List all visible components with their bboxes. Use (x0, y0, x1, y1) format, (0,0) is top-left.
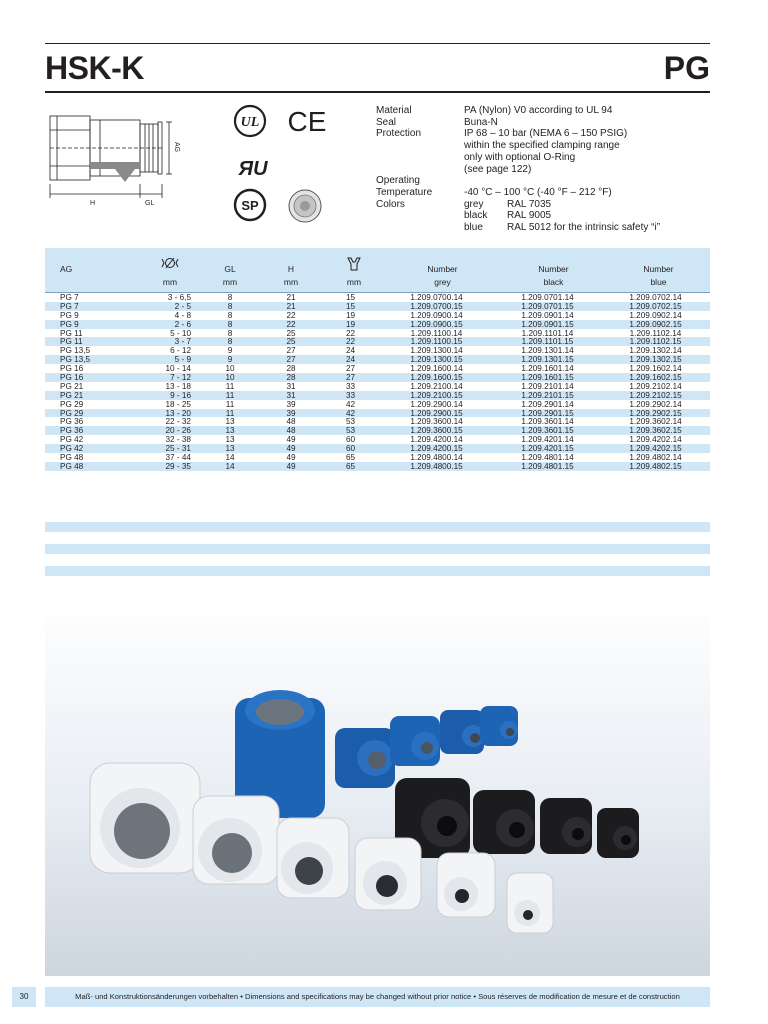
table-cell: 1.209.1102.15 (629, 337, 682, 347)
table-cell: 3 - 6,5 (167, 293, 191, 302)
table-cell: PG 29 (60, 408, 84, 418)
clamping-range-icon (155, 256, 185, 273)
table-row (45, 311, 710, 320)
table-cell: 13 (225, 417, 235, 427)
col-gl-header: GL (224, 264, 236, 274)
table-cell: 13 (225, 444, 235, 454)
table-cell: PG 11 (60, 337, 83, 347)
table-cell: 22 (345, 328, 356, 338)
table-row (45, 302, 710, 311)
table-cell: 15 (345, 293, 356, 302)
table-cell: 1.209.2102.14 (629, 381, 682, 391)
table-cell: 1.209.0900.14 (410, 310, 463, 320)
table-row (45, 337, 710, 346)
col-black-sub: black (543, 277, 564, 287)
table-row (45, 409, 710, 418)
table-row (45, 400, 710, 409)
table-cell: 1.209.3601.15 (521, 426, 574, 436)
spec-operating: Operating (376, 175, 420, 187)
table-cell: 22 - 32 (165, 417, 191, 427)
table-cell: 1.209.2102.15 (629, 390, 682, 400)
table-row (45, 391, 710, 400)
table-cell: PG 29 (60, 399, 84, 409)
spec-temperature: Temperature -40 °C – 100 °C (-40 °F – 212 °F) (376, 186, 612, 198)
table-cell: PG 11 (60, 328, 83, 338)
table-cell: 1.209.4201.15 (521, 444, 574, 454)
table-cell: 1.209.1602.15 (629, 373, 682, 383)
table-cell: 49 (286, 435, 296, 445)
table-cell: 1.209.1301.15 (521, 355, 574, 365)
table-row (45, 426, 710, 435)
table-cell: 49 (286, 461, 296, 471)
table-cell: 1.209.0902.15 (629, 319, 682, 329)
drawing-label-ag: AG (173, 142, 180, 153)
top-rule (45, 43, 710, 44)
table-cell: PG 9 (60, 310, 79, 320)
table-cell: 8 (227, 310, 233, 320)
table-cell: 3 - 7 (174, 337, 191, 347)
table-cell: 1.209.2101.15 (521, 390, 574, 400)
table-cell: 1.209.3600.15 (410, 426, 463, 436)
product-title: HSK-K (45, 50, 144, 86)
table-cell: 13 (225, 426, 235, 436)
certification-marks (225, 100, 335, 230)
table-cell: 1.209.2901.14 (521, 399, 574, 409)
table-cell: 1.209.1300.14 (410, 346, 463, 356)
table-cell: 19 (345, 319, 356, 329)
table-cell: 9 (227, 346, 233, 356)
table-cell: 11 (225, 399, 235, 409)
table-cell: PG 13,5 (60, 346, 91, 356)
table-cell: PG 7 (60, 293, 79, 302)
table-cell: 1.209.1601.15 (521, 373, 574, 383)
table-header (45, 248, 710, 292)
table-row (45, 453, 710, 462)
table-cell: 48 (286, 417, 296, 427)
table-cell: 1.209.1600.15 (410, 373, 463, 383)
table-cell: 10 (225, 373, 235, 383)
svg-text:UL: UL (240, 115, 260, 130)
table-cell: 21 (286, 301, 296, 311)
table-cell: 8 (227, 293, 233, 302)
table-row (45, 293, 710, 302)
table-cell: 2 - 5 (174, 301, 191, 311)
col-ag-header: AG (60, 264, 73, 274)
table-cell: 1.209.0700.14 (410, 293, 463, 302)
table-cell: 22 (286, 310, 296, 320)
table-cell: 8 (227, 319, 233, 329)
table-cell: 1.209.4201.14 (521, 435, 574, 445)
csa-mark-icon (233, 188, 267, 222)
table-cell: 65 (345, 461, 356, 471)
table-cell: PG 48 (60, 461, 84, 471)
table-cell: 27 (286, 346, 296, 356)
table-row (45, 417, 710, 426)
specifications (376, 105, 660, 234)
table-cell: 5 - 10 (170, 328, 191, 338)
table-cell: 1.209.1602.14 (629, 364, 682, 374)
spec-protection-cont: within the specified clamping range (464, 140, 620, 152)
footer-notice: Maß- und Konstruktionsänderungen vorbehalten • Dimensions and specifications may be changed without prior notice • Sous réserves de modification de mesure et de construction (45, 987, 710, 1007)
col-wrench-unit: mm (346, 277, 362, 287)
table-cell: 5 - 9 (174, 355, 191, 365)
table-cell: 6 - 12 (170, 346, 191, 356)
table-cell: 1.209.2900.15 (410, 408, 463, 418)
table-cell: 8 (227, 301, 233, 311)
table-cell: 42 (345, 399, 356, 409)
table-cell: 20 - 26 (165, 426, 191, 436)
table-cell: PG 36 (60, 426, 84, 436)
table-cell: PG 21 (60, 390, 84, 400)
table-cell: 22 (345, 337, 356, 347)
table-cell: 11 (225, 390, 235, 400)
ul-listed-icon (233, 104, 267, 138)
table-cell: 27 (345, 373, 356, 383)
table-cell: 14 (225, 453, 235, 463)
table-cell: PG 13,5 (60, 355, 91, 365)
table-cell: 1.209.0701.15 (521, 301, 574, 311)
table-cell: 24 (345, 355, 356, 365)
table-cell: 8 (227, 337, 233, 347)
table-cell: 7 - 12 (170, 373, 191, 383)
color-black: black RAL 9005 (464, 210, 552, 222)
table-cell: 1.209.4802.15 (629, 461, 682, 471)
table-cell: PG 48 (60, 453, 84, 463)
table-cell: 1.209.1302.14 (629, 346, 682, 356)
color-blue: blue RAL 5012 for the intrinsic safety “i” (464, 222, 661, 234)
table-cell: 13 - 20 (165, 408, 191, 418)
col-grey-header: Number (427, 264, 458, 274)
table-cell: PG 9 (60, 319, 79, 329)
table-cell: 1.209.2901.15 (521, 408, 574, 418)
table-cell: 37 - 44 (165, 453, 191, 463)
empty-table-band (45, 544, 710, 554)
table-row (45, 382, 710, 391)
table-cell: PG 16 (60, 373, 84, 383)
col-clamp-unit: mm (162, 277, 178, 287)
table-cell: 1.209.3602.15 (629, 426, 682, 436)
table-cell: 1.209.4800.14 (410, 453, 463, 463)
table-cell: 49 (286, 444, 296, 454)
spec-material: Material PA (Nylon) V0 according to UL 94 (376, 105, 613, 116)
table-cell: 42 (345, 408, 356, 418)
table-cell: PG 7 (60, 301, 79, 311)
table-cell: 1.209.2902.15 (629, 408, 682, 418)
ul-recognized-icon (233, 155, 273, 179)
table-cell: 1.209.0701.14 (521, 293, 574, 302)
spec-colors: Colors grey RAL 7035 (376, 198, 552, 210)
table-cell: 22 (286, 319, 296, 329)
table-cell: PG 16 (60, 364, 84, 374)
table-cell: 28 (286, 373, 296, 383)
col-gl-unit: mm (222, 277, 238, 287)
table-cell: 1.209.1301.14 (521, 346, 574, 356)
table-cell: 1.209.2101.14 (521, 381, 574, 391)
table-cell: 11 (225, 381, 235, 391)
empty-table-band (45, 522, 710, 532)
spec-protection: Protection IP 68 – 10 bar (NEMA 6 – 150 PSIG) (376, 128, 628, 140)
approval-seal-icon (287, 188, 323, 224)
table-cell: 1.209.0901.15 (521, 319, 574, 329)
table-cell: 1.209.1100.15 (410, 337, 463, 347)
table-cell: 28 (286, 364, 296, 374)
table-cell: 1.209.2900.14 (410, 399, 463, 409)
table-row (45, 462, 710, 471)
table-row (45, 364, 710, 373)
table-cell: 1.209.4202.15 (629, 444, 682, 454)
table-cell: 15 (345, 301, 356, 311)
col-h-unit: mm (283, 277, 299, 287)
table-cell: 53 (345, 426, 356, 436)
table-cell: 1.209.2902.14 (629, 399, 682, 409)
table-cell: 1.209.4800.15 (410, 461, 463, 471)
table-cell: 1.209.1102.14 (629, 328, 682, 338)
table-cell: 1.209.4200.14 (410, 435, 463, 445)
table-cell: 13 - 18 (165, 381, 191, 391)
table-cell: 4 - 8 (174, 310, 191, 320)
table-cell: 29 - 35 (165, 461, 191, 471)
table-cell: 1.209.2100.15 (410, 390, 463, 400)
cable-gland-drawing (45, 102, 215, 207)
table-cell: 9 - 16 (170, 390, 191, 400)
table-cell: 8 (227, 328, 233, 338)
col-h-header: H (287, 264, 295, 274)
table-cell: 25 (286, 337, 296, 347)
svg-text:SP: SP (241, 198, 259, 213)
table-cell: 13 (225, 435, 235, 445)
spec-colors-cont (376, 222, 660, 234)
spec-seal: Seal Buna-N (376, 116, 498, 128)
table-row (45, 320, 710, 329)
table-row (45, 355, 710, 364)
table-cell: 1.209.1300.15 (410, 355, 463, 365)
table-cell: 1.209.3600.14 (410, 417, 463, 427)
spec-protection-cont: (see page 122) (464, 163, 532, 175)
table-cell: 1.209.4200.15 (410, 444, 463, 454)
table-cell: 1.209.4801.15 (521, 461, 574, 471)
table-cell: 1.209.1302.15 (629, 355, 682, 365)
col-blue-header: Number (643, 264, 674, 274)
table-cell: 39 (286, 408, 296, 418)
table-row (45, 444, 710, 453)
table-cell: 24 (345, 346, 356, 356)
table-cell: 27 (286, 355, 296, 365)
table-cell: 1.209.0702.14 (629, 293, 682, 302)
table-cell: 1.209.0700.15 (410, 301, 463, 311)
table-cell: 60 (345, 435, 356, 445)
col-grey-sub: grey (434, 277, 451, 287)
table-cell: 65 (345, 453, 356, 463)
table-cell: PG 36 (60, 417, 84, 427)
table-cell: 31 (286, 381, 296, 391)
table-cell: 1.209.1600.14 (410, 364, 463, 374)
table-cell: 9 (227, 355, 233, 365)
table-row (45, 346, 710, 355)
table-row (45, 435, 710, 444)
table-cell: 39 (286, 399, 296, 409)
table-cell: 21 (286, 293, 296, 302)
drawing-label-h: H (90, 200, 96, 207)
table-cell: 33 (345, 390, 356, 400)
table-cell: 1.209.4802.14 (629, 453, 682, 463)
table-cell: 1.209.0900.15 (410, 319, 463, 329)
table-cell: 1.209.0902.14 (629, 310, 682, 320)
table-cell: 1.209.0702.15 (629, 301, 682, 311)
table-cell: 18 - 25 (165, 399, 191, 409)
table-cell: 1.209.1101.14 (521, 328, 574, 338)
table-cell: 1.209.1100.14 (410, 328, 463, 338)
table-cell: 1.209.3602.14 (629, 417, 682, 427)
table-cell: 53 (345, 417, 356, 427)
table-cell: 19 (345, 310, 356, 320)
table-cell: 10 - 14 (165, 364, 191, 374)
table-cell: 1.209.1601.14 (521, 364, 574, 374)
col-blue-sub: blue (650, 277, 667, 287)
empty-table-band (45, 566, 710, 576)
table-cell: 10 (225, 364, 235, 374)
table-cell: 1.209.0901.14 (521, 310, 574, 320)
table-cell: PG 21 (60, 381, 84, 391)
table-cell: 25 (286, 328, 296, 338)
article-table (45, 248, 710, 471)
table-row (45, 373, 710, 382)
table-cell: 48 (286, 426, 296, 436)
table-row (45, 329, 710, 338)
spec-colors-cont (376, 210, 660, 222)
table-cell: 1.209.1101.15 (521, 337, 574, 347)
table-cell: 60 (345, 444, 356, 454)
svg-text:CE: CE (287, 106, 327, 137)
table-cell: 11 (225, 408, 235, 418)
table-cell: 2 - 6 (174, 319, 191, 329)
color-grey: grey RAL 7035 (464, 198, 552, 210)
table-cell: 1.209.4801.14 (521, 453, 574, 463)
table-cell: 1.209.2100.14 (410, 381, 463, 391)
table-cell: 33 (345, 381, 356, 391)
table-cell: 32 - 38 (165, 435, 191, 445)
table-cell: 25 - 31 (165, 444, 191, 454)
table-cell: 27 (345, 364, 356, 374)
table-cell: 49 (286, 453, 296, 463)
drawing-label-gl: GL (145, 200, 155, 207)
table-body (45, 292, 710, 471)
col-black-header: Number (538, 264, 569, 274)
page-number: 30 (12, 987, 36, 1007)
header-rule (45, 91, 710, 93)
thread-series: PG (663, 50, 710, 86)
spec-protection-cont: only with optional O-Ring (464, 151, 576, 163)
svg-text:ЯU: ЯU (238, 158, 268, 179)
table-cell: 1.209.3601.14 (521, 417, 574, 427)
table-cell: 1.209.4202.14 (629, 435, 682, 445)
ce-mark-icon (285, 104, 329, 138)
table-cell: 14 (225, 461, 235, 471)
table-cell: PG 42 (60, 435, 84, 445)
table-cell: PG 42 (60, 444, 84, 454)
product-photo (45, 598, 710, 976)
wrench-size-icon (339, 256, 369, 275)
table-cell: 31 (286, 390, 296, 400)
